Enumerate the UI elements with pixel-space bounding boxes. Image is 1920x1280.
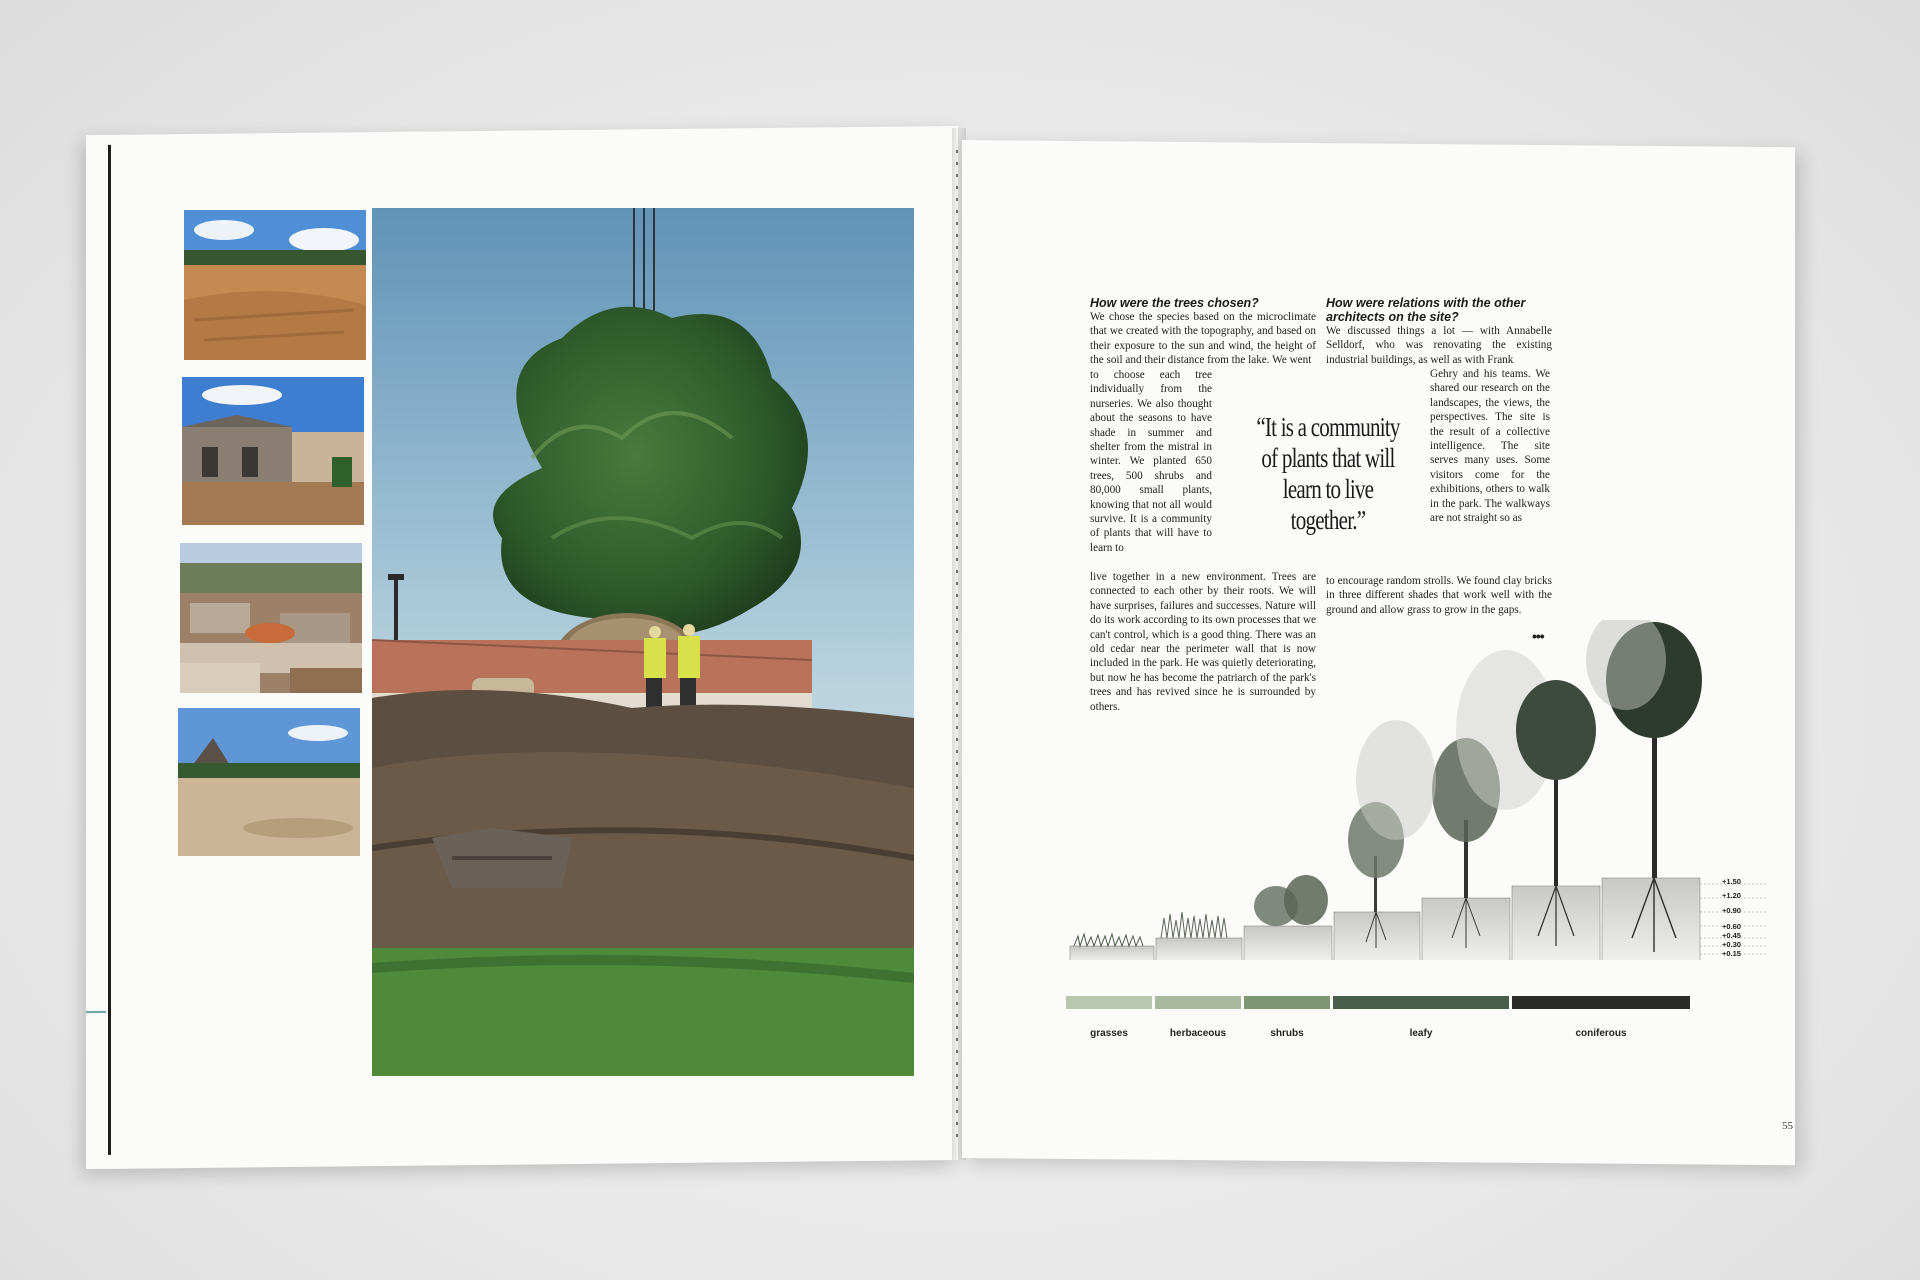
swatch-shrubs xyxy=(1244,996,1330,1009)
page-edge-mark xyxy=(86,1011,106,1013)
thumbnail-aerial-view xyxy=(180,543,362,693)
answer-trees-bottom: live together in a new environment. Trees are connected to each other by their roots. We will have surprises, failures and successes. Nature will do its work according to its own processes that we can't control, which is a good thing. There was an old cedar near the perimeter wall that is now included in the park. He was quietly deteriorating, but now he has become the patriarch of the park's trees and has revived since he is surrounded by others. xyxy=(1090,571,1316,713)
category-label-shrubs: shrubs xyxy=(1270,1028,1304,1039)
binding-stitch xyxy=(956,150,958,1140)
elevation-label: +0.15 xyxy=(1722,949,1741,958)
elevation-label: +0.45 xyxy=(1722,931,1741,940)
elevation-label: +1.20 xyxy=(1722,891,1741,900)
thumbnail-industrial-buildings xyxy=(182,377,364,525)
elevation-label: +1.50 xyxy=(1722,877,1741,886)
swatch-grasses xyxy=(1066,996,1152,1009)
answer-trees-top: We chose the species based on the microclimate that we created with the topography, and based on their exposure to the sun and wind, the height of the soil and their distance from the lake. We went xyxy=(1090,311,1316,367)
swatch-herbaceous xyxy=(1155,996,1241,1009)
swatch-coniferous xyxy=(1512,996,1690,1009)
pull-quote: “It is a community of plants that will learn to live together.” xyxy=(1256,412,1400,535)
swatch-leafy xyxy=(1333,996,1509,1009)
category-label-grasses: grasses xyxy=(1090,1028,1128,1039)
page-number: 55 xyxy=(1782,1120,1793,1132)
spine-edge xyxy=(108,145,111,1155)
category-label-herbaceous: herbaceous xyxy=(1169,1028,1227,1039)
elevation-label: +0.60 xyxy=(1722,922,1741,931)
answer-architects-narrow: Gehry and his teams. We shared our research on the landscapes, the views, the perspectives. The site is the result of a collective intelligence. The site serves many uses. Some visitors come for the exhibitions, others to walk in the park. The walkways are not straight so as xyxy=(1430,368,1550,525)
planting-section-diagram xyxy=(1066,620,1770,960)
category-label-coniferous: coniferous xyxy=(1575,1028,1627,1039)
elevation-label: +0.90 xyxy=(1722,906,1741,915)
answer-architects-top: We discussed things a lot — with Annabelle Selldorf, who was renovating the existing industrial buildings, as well as with Frank xyxy=(1326,325,1552,366)
answer-trees-narrow: to choose each tree individually from the nurseries. We also thought about the seasons to have shade in summer and shelter from the mistral in winter. We planted 650 trees, 500 shrubs and 80,000 small plants, knowing that not all would survive. It is a community of plants that will have to learn to xyxy=(1090,369,1212,554)
continuation-marker: ••• xyxy=(1532,628,1544,644)
thumbnail-open-ground xyxy=(178,708,360,856)
category-label-leafy: leafy xyxy=(1409,1028,1433,1039)
thumbnail-site-earthworks xyxy=(184,210,366,360)
question-heading-architects: How were relations with the other architects on the site? xyxy=(1326,296,1526,324)
tree-lifting-photo xyxy=(372,208,914,1076)
elevation-label: +0.30 xyxy=(1722,940,1741,949)
answer-architects-bottom: to encourage random strolls. We found clay bricks in three different shades that work well with the ground and allow grass to grow in the gaps. xyxy=(1326,575,1552,616)
question-heading-trees: How were the trees chosen? xyxy=(1090,296,1259,310)
